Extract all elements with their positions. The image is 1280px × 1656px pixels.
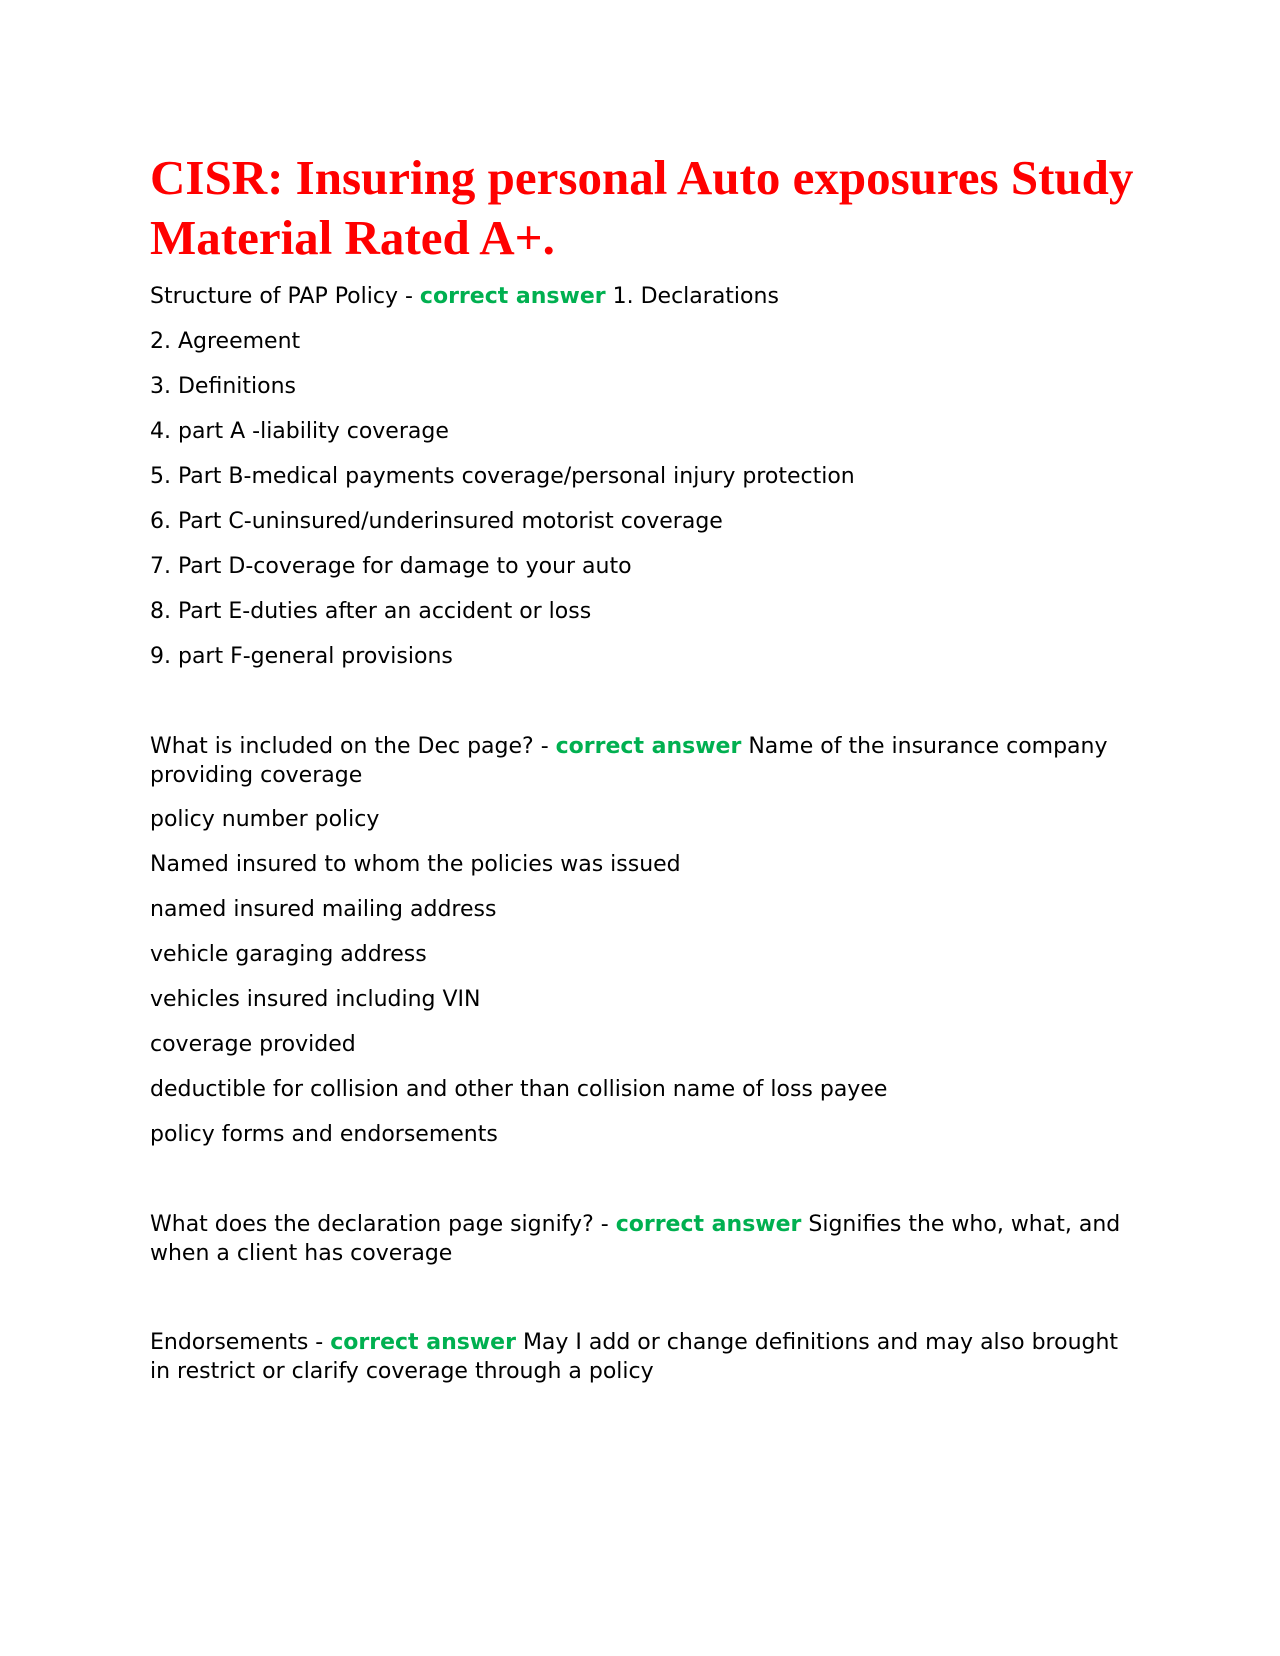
list-item: policy number policy (150, 807, 380, 832)
answer-text: May I add or change definitions and may also brought in restrict or clarify coverage through a policy (150, 1330, 1119, 1384)
list-item: 7. Part D-coverage for damage to your auto (150, 554, 632, 579)
question-declaration-signify (150, 1210, 1140, 1268)
list-item: 9. part F-general provisions (150, 644, 453, 669)
question-text: What does the declaration page signify? - (150, 1212, 616, 1237)
list-item: 8. Part E-duties after an accident or loss (150, 599, 592, 624)
question-endorsements (150, 1328, 1140, 1386)
list-item: 2. Agreement (150, 329, 301, 354)
list-item: 6. Part C-uninsured/underinsured motorist coverage (150, 509, 723, 534)
list-item: Named insured to whom the policies was issued (150, 852, 681, 877)
list-item: 4. part A -liability coverage (150, 419, 449, 444)
question-text: What is included on the Dec page? - (150, 734, 556, 759)
list-item: 5. Part B-medical payments coverage/personal injury protection (150, 464, 855, 489)
question-dec-page (150, 732, 1140, 790)
list-item: policy forms and endorsements (150, 1122, 498, 1147)
list-item: named insured mailing address (150, 897, 497, 922)
list-item: vehicles insured including VIN (150, 987, 481, 1012)
question-pap-structure (150, 282, 1140, 311)
correct-answer-tag: correct answer (330, 1330, 516, 1355)
document-title: CISR: Insuring personal Auto exposures Study Material Rated A+. (150, 150, 1134, 265)
question-text: Structure of PAP Policy - (150, 284, 420, 309)
answer-text: Name of the insurance company providing coverage (150, 734, 1108, 788)
question-text: Endorsements - (150, 1330, 331, 1355)
correct-answer-tag: correct answer (555, 734, 742, 759)
list-item: 3. Definitions (150, 374, 296, 399)
answer-text: Signifies the who, what, and when a client has coverage (150, 1212, 1121, 1266)
answer-text: 1. Declarations (612, 284, 779, 309)
list-item: deductible for collision and other than collision name of loss payee (150, 1077, 888, 1102)
list-item: coverage provided (150, 1032, 356, 1057)
correct-answer-tag: correct answer (615, 1212, 802, 1237)
correct-answer-tag: correct answer (419, 284, 606, 309)
list-item: vehicle garaging address (150, 942, 427, 967)
